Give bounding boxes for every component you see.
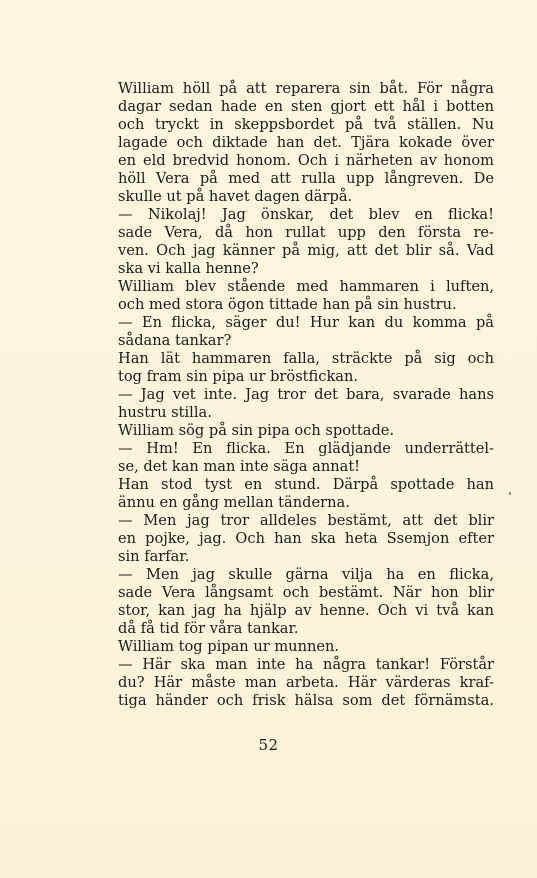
page-number: 52 [258, 736, 279, 754]
text-line: sade Vera långsamt och bestämt. När hon blir [118, 584, 494, 601]
text-line: ska vi kalla henne? [118, 260, 259, 277]
body-text [118, 80, 494, 710]
text-line: William höll på att reparera sin båt. För några [118, 80, 494, 97]
text-line: sade Vera, då hon rullat upp den första re- [118, 224, 494, 241]
text-line: se, det kan man inte säga annat! [118, 458, 361, 475]
text-line: ven. Och jag känner på mig, att det blir så. Vad [118, 242, 494, 259]
text-line: — Hm! En flicka. En glädjande underrättel- [118, 440, 494, 457]
text-line: och med stora ögon tittade han på sin hustru. [118, 296, 457, 313]
text-line: höll Vera på med att rulla upp långreven. De [118, 170, 494, 187]
text-line: — Här ska man inte ha några tankar! Förstår [118, 656, 494, 673]
text-line: — Men jag tror alldeles bestämt, att det blir [118, 512, 494, 529]
text-line: William blev stående med hammaren i luften, [118, 278, 494, 295]
text-line: William tog pipan ur munnen. [118, 638, 340, 655]
text-line: — Men jag skulle gärna vilja ha en flicka, [118, 566, 494, 583]
text-line: då få tid för våra tankar. [118, 620, 299, 637]
paper-speck [509, 492, 511, 495]
text-line: hustru stilla. [118, 404, 212, 421]
text-line: ännu en gång mellan tänderna. [118, 494, 350, 511]
text-line: Han lät hammaren falla, sträckte på sig och [118, 350, 494, 367]
text-line: William sög på sin pipa och spottade. [118, 422, 395, 439]
text-line: skulle ut på havet dagen därpå. [118, 188, 353, 205]
text-line: du? Här måste man arbeta. Här värderas kraf- [118, 674, 494, 691]
text-line: en pojke, jag. Och han ska heta Ssemjon efter [118, 530, 494, 547]
text-line: — Jag vet inte. Jag tror det bara, svarade hans [118, 386, 494, 403]
text-line: tog fram sin pipa ur bröstfickan. [118, 368, 359, 385]
text-line: sin farfar. [118, 548, 190, 565]
text-line: dagar sedan hade en sten gjort ett hål i botten [118, 98, 494, 115]
text-line: — En flicka, säger du! Hur kan du komma på [118, 314, 494, 331]
text-line: tiga händer och frisk hälsa som det förnämsta. [118, 692, 494, 709]
text-line: sådana tankar? [118, 332, 232, 349]
text-line: — Nikolaj! Jag önskar, det blev en flicka! [118, 206, 494, 223]
text-line: Han stod tyst en stund. Därpå spottade han [118, 476, 494, 493]
text-line: och tryckt in skeppsbordet på två ställen. Nu [118, 116, 494, 133]
text-line: lagade och diktade han det. Tjära kokade över [118, 134, 494, 151]
text-line: stor, kan jag ha hjälp av henne. Och vi två kan [118, 602, 494, 619]
text-line: en eld bredvid honom. Och i närheten av honom [118, 152, 494, 169]
